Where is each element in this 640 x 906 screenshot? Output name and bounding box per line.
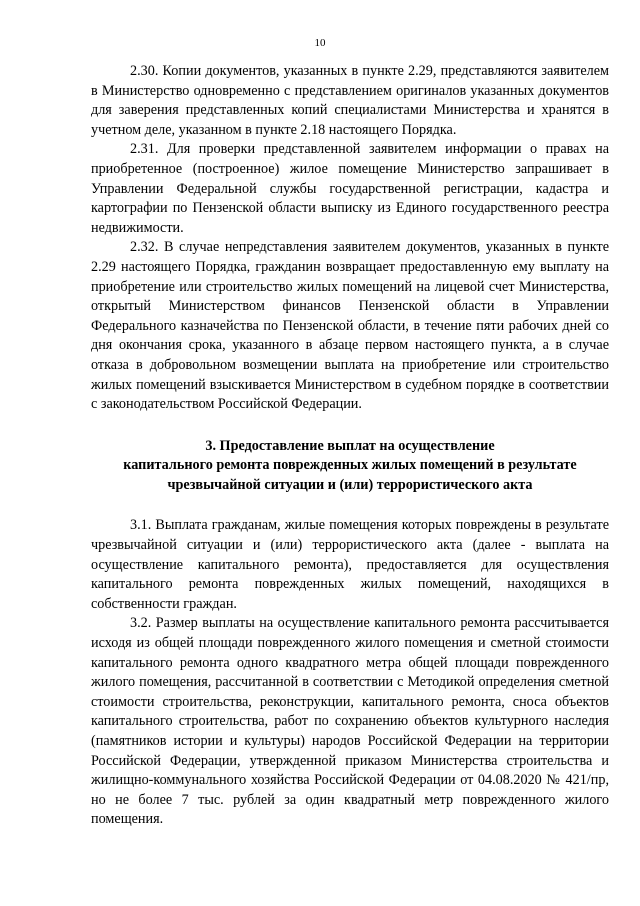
document-body — [91, 62, 609, 830]
paragraph-2-32: 2.32. В случае непредставления заявителем документов, указанных в пункте 2.29 настоящего Порядка, гражданин возвращает предоставленную ему выплату на приобретение или строительство жилых помещений на лицевой счет Министерства, открытый Министерством финансов Пензенской области в Управлении Федерального казначейства по Пензенской области, в течение пяти рабочих дней со дня окончания срока, указанного в абзаце первом настоящего пункта, а в случае отказа в добровольном возмещении выплата на приобретение или строительство жилых помещений взыскивается Министерством в судебном порядке в соответствии с законодательством Российской Федерации. — [91, 239, 609, 413]
paragraph-3-1: 3.1. Выплата гражданам, жилые помещения которых повреждены в результате чрезвычайной ситуации и (или) террористического акта (далее - выплата на осуществление капитального ремонта), предоставляется для осуществления капитального ремонта поврежденных жилых помещений, находящихся в собственности граждан. — [91, 517, 609, 612]
section-heading-line: чрезвычайной ситуации и (или) террористического акта — [167, 476, 533, 493]
paragraph-2-31: 2.31. Для проверки представленной заявителем информации о правах на приобретенное (построенное) жилое помещение Министерство запрашивает в Управлении Федеральной службы государственной регистрации, кадастра и картографии по Пензенской области выписку из Единого государственного реестра недвижимости. — [91, 141, 609, 236]
page-number: 10 — [314, 37, 326, 49]
section-3-heading — [91, 437, 609, 496]
paragraph-2-30: 2.30. Копии документов, указанных в пункте 2.29, представляются заявителем в Министерство одновременно с представлением оригиналов указанных документов для заверения представленных копий специалистами Министерства и хранятся в учетном деле, указанном в пункте 2.18 настоящего Порядка. — [91, 63, 609, 138]
paragraph-3-2: 3.2. Размер выплаты на осуществление капитального ремонта рассчитывается исходя из общей площади поврежденного жилого помещения и сметной стоимости капитального ремонта одного квадратного метра общей площади поврежденного жилого помещения, рассчитанной в соответствии с Методикой определения сметной стоимости строительства, реконструкции, капитального ремонта, сноса объектов капитального строительства, работ по сохранению объектов культурного наследия (памятников истории и культуры) народов Российской Федерации на территории Российской Федерации, утвержденной приказом Министерства строительства и жилищно-коммунального хозяйства Российской Федерации от 04.08.2020 № 421/пр, но не более 7 тыс. рублей за один квадратный метр поврежденного жилого помещения. — [91, 615, 609, 828]
section-heading-line: капитального ремонта поврежденных жилых помещений в результате — [123, 457, 577, 474]
section-heading-line: 3. Предоставление выплат на осуществление — [205, 437, 495, 454]
